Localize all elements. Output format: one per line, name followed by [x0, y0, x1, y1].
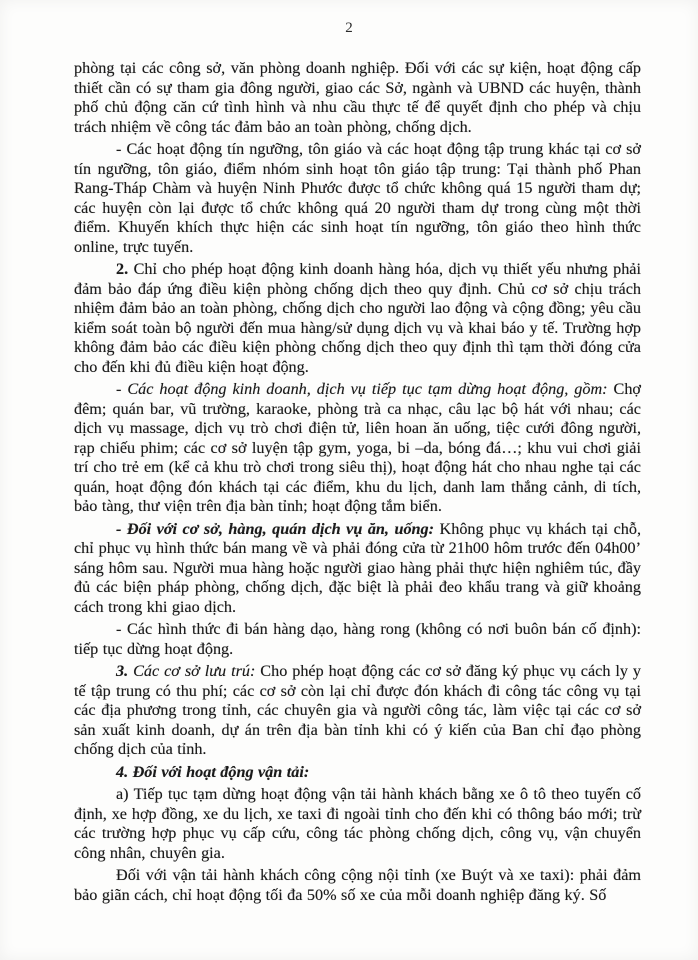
text-run: Các cơ sở lưu trú: [128, 662, 256, 680]
text-run: - Các hoạt động kinh doanh, dịch vụ tiếp tục tạm dừng hoạt động, gồm: [116, 380, 608, 398]
paragraph [74, 140, 641, 257]
page-number: 2 [345, 20, 353, 36]
document-body [74, 59, 641, 908]
text-run: Đối với vận tải hành khách công cộng nội tỉnh (xe Buýt và xe taxi): phải đảm bảo giãn cách, chỉ hoạt động tối đa 50% số xe của mỗi doanh nghiệp đăng ký. Số [74, 866, 641, 904]
text-run: 4. Đối với hoạt động vận tải: [116, 762, 310, 781]
text-run: 2. [116, 260, 129, 278]
paragraph [74, 380, 641, 517]
text-run: a) Tiếp tục tạm dừng hoạt động vận tải hành khách bằng xe ô tô theo tuyến cố định, xe hợp đồng, xe du lịch, xe taxi đi ngoài tỉnh cho đến khi có thông báo mới; trừ các trường hợp phục vụ cấp cứu, công tác phòng chống dịch, công vụ, vận chuyển công nhân, chuyên gia. [74, 785, 641, 862]
paragraph [74, 520, 641, 618]
paragraph [74, 785, 641, 863]
text-run: Chợ đêm; quán bar, vũ trường, karaoke, phòng trà ca nhạc, câu lạc bộ hát với nhau; các dịch vụ massage, dịch vụ trò chơi điện tử, liên hoan ăn uống, tiệc cưới đông người, rạp chiếu phim; các cơ sở luyện tập gym, yoga, bi –da, bóng đá…; khu vui chơi giải trí cho trẻ em (kể cả khu trò chơi trong siêu thị), hoạt động hát cho nhau nghe tại các quán, hoạt động đón khách tại các điểm, khu du lịch, danh lam thắng cảnh, di tích, bảo tàng, thư viện trên địa bàn tỉnh; hoạt động tắm biển. [74, 380, 641, 515]
text-run: Cho phép hoạt động các cơ sở đăng ký phục vụ cách ly y tế tập trung có thu phí; các cơ sở còn lại chỉ được đón khách đi công tác công vụ tại các địa phương trong tỉnh, các chuyên gia và người công tác, làm việc tại các cơ sở sản xuất kinh doanh, dự án trên địa bàn tỉnh khi có ý kiến của Ban chỉ đạo phòng chống dịch của tỉnh. [74, 662, 641, 758]
paragraph [74, 59, 641, 137]
paragraph [74, 763, 641, 783]
text-run: - Đối với cơ sở, hàng, quán dịch vụ ăn, uống: [116, 519, 435, 538]
text-run: phòng tại các công sở, văn phòng doanh nghiệp. Đối với các sự kiện, hoạt động cấp thiết cần có sự tham gia đông người, giao các Sở, ngành và UBND các huyện, thành phố chủ động căn cứ tình hình và nhu cầu thực tế để quyết định cho phép và chịu trách nhiệm về công tác đảm bảo an toàn phòng, chống dịch. [74, 59, 641, 136]
text-run: 3. [116, 662, 129, 680]
text-run: Chỉ cho phép hoạt động kinh doanh hàng hóa, dịch vụ thiết yếu nhưng phải đảm bảo đáp ứng điều kiện phòng chống dịch theo quy định. Chủ cơ sở chịu trách nhiệm đảm bảo an toàn phòng, chống dịch cho người lao động và cộng đồng; yêu cầu kiểm soát toàn bộ người đến mua hàng/sử dụng dịch vụ và khai báo y tế. Trường hợp không đảm bảo các điều kiện phòng chống dịch theo quy định thì tạm thời đóng cửa cho đến khi đủ điều kiện hoạt động. [74, 260, 641, 376]
text-run: Không phục vụ khách tại chỗ, chỉ phục vụ hình thức bán mang về và phải đóng cửa từ 21h00 hôm trước đến 04h00’ sáng hôm sau. Người mua hàng hoặc người giao hàng phải thực hiện nghiêm túc, đầy đủ các biện pháp phòng, chống dịch, đặc biệt là phải đeo khẩu trang và giữ khoảng cách trong khi giao dịch. [74, 519, 641, 616]
text-run: - Các hoạt động tín ngưỡng, tôn giáo và các hoạt động tập trung khác tại cơ sở tín ngưỡng, tôn giáo, điểm nhóm sinh hoạt tôn giáo tập trung: Tại thành phố Phan Rang-Tháp Chàm và huyện Ninh Phước được tổ chức không quá 15 người tham dự; các huyện còn lại được tổ chức không quá 20 người tham dự trong cùng một thời điểm. Khuyến khích thực hiện các sinh hoạt tín ngưỡng, tôn giáo theo hình thức online, trực tuyến. [74, 140, 641, 256]
paragraph [74, 662, 641, 760]
paragraph [74, 260, 641, 377]
text-run: - Các hình thức đi bán hàng dạo, hàng rong (không có nơi buôn bán cố định): tiếp tục dừng hoạt động. [74, 620, 641, 658]
paragraph [74, 866, 641, 905]
paragraph [74, 620, 641, 659]
